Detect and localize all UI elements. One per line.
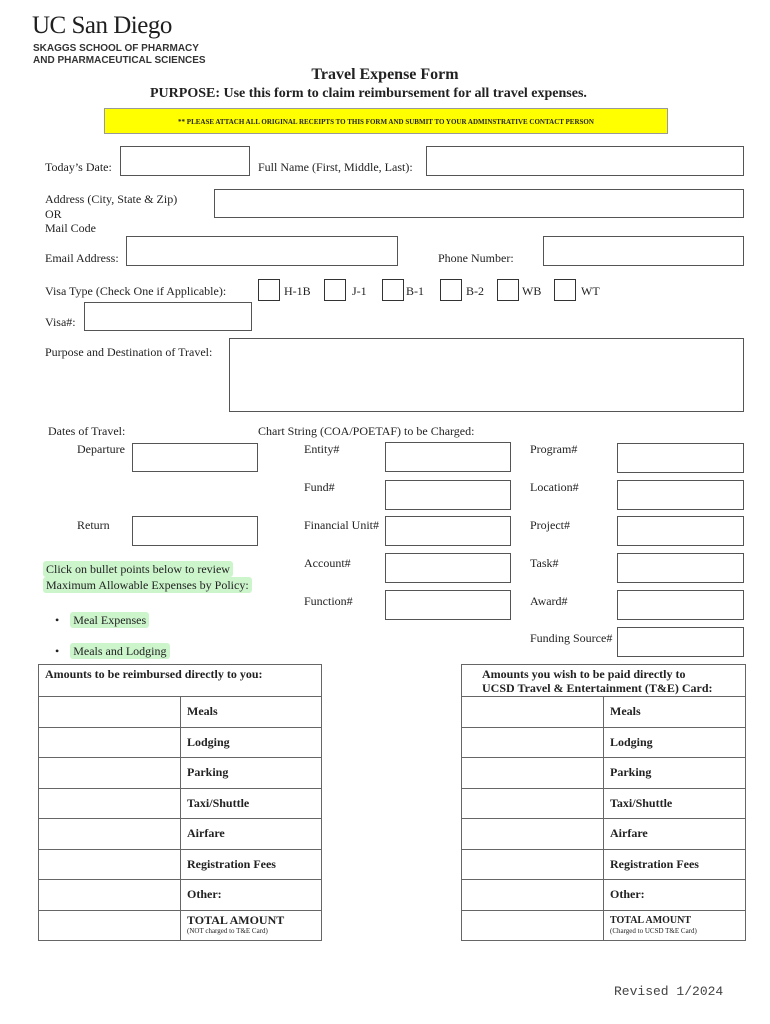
te-card-table-header xyxy=(462,665,746,697)
project-label: Project# xyxy=(530,518,570,532)
location-input[interactable] xyxy=(617,480,744,510)
program-label: Program# xyxy=(530,442,578,456)
policy-instructions-text2: Maximum Allowable Expenses by Policy: xyxy=(43,577,252,593)
table-row xyxy=(39,697,322,728)
phone-label: Phone Number: xyxy=(438,251,514,265)
te-header-line1: Amounts you wish to be paid directly to xyxy=(482,667,686,681)
financial-unit-input[interactable] xyxy=(385,516,511,546)
receipts-notice: ** PLEASE ATTACH ALL ORIGINAL RECEIPTS TO THIS FORM AND SUBMIT TO YOUR ADMINSTRATIVE CONTACT PERSON xyxy=(104,108,668,134)
location-label: Location# xyxy=(530,480,579,494)
entity-input[interactable] xyxy=(385,442,511,472)
award-input[interactable] xyxy=(617,590,744,620)
address-label-line2: OR xyxy=(45,207,62,221)
row-label: Taxi/Shuttle xyxy=(181,788,322,819)
table-row xyxy=(39,880,322,911)
visa-b2-label: B-2 xyxy=(466,284,484,298)
visa-wb-checkbox[interactable] xyxy=(497,279,519,301)
total-row xyxy=(39,910,322,941)
row-label: Lodging xyxy=(604,727,746,758)
table-row xyxy=(462,788,746,819)
amount-cell[interactable] xyxy=(39,788,181,819)
account-label: Account# xyxy=(304,556,351,570)
fund-input[interactable] xyxy=(385,480,511,510)
visa-wt-label: WT xyxy=(581,284,600,298)
amount-cell[interactable] xyxy=(462,727,604,758)
chart-string-label: Chart String (COA/POETAF) to be Charged: xyxy=(258,424,475,438)
visa-wt-checkbox[interactable] xyxy=(554,279,576,301)
departure-input[interactable] xyxy=(132,443,258,472)
total-amount-cell[interactable] xyxy=(462,910,604,941)
amount-cell[interactable] xyxy=(39,727,181,758)
total-amount-cell[interactable] xyxy=(39,910,181,941)
school-name xyxy=(33,43,206,67)
row-label: Other: xyxy=(181,880,322,911)
visa-h1b-label: H-1B xyxy=(284,284,311,298)
visa-number-label: Visa#: xyxy=(45,315,76,329)
amount-cell[interactable] xyxy=(462,819,604,850)
page-title: Travel Expense Form xyxy=(311,66,459,83)
policy-instructions-text1: Click on bullet points below to review xyxy=(43,561,233,577)
table-row xyxy=(39,788,322,819)
total-note: (Charged to UCSD T&E Card) xyxy=(610,927,697,936)
reimburse-table xyxy=(38,664,322,941)
table-row xyxy=(462,697,746,728)
amount-cell[interactable] xyxy=(39,819,181,850)
row-label: Taxi/Shuttle xyxy=(604,788,746,819)
table-row xyxy=(39,849,322,880)
function-input[interactable] xyxy=(385,590,511,620)
visa-j1-checkbox[interactable] xyxy=(324,279,346,301)
bullet-icon: • xyxy=(55,644,60,658)
visa-number-input[interactable] xyxy=(84,302,252,331)
purpose-text: PURPOSE: Use this form to claim reimbursement for all travel expenses. xyxy=(150,86,587,101)
row-label: Lodging xyxy=(181,727,322,758)
table-row xyxy=(462,758,746,789)
purpose-destination-input[interactable] xyxy=(229,338,744,412)
row-label: Registration Fees xyxy=(181,849,322,880)
total-label: TOTAL AMOUNT xyxy=(610,915,692,927)
total-label-cell xyxy=(181,910,322,941)
table-row xyxy=(462,727,746,758)
phone-input[interactable] xyxy=(543,236,744,266)
table-row xyxy=(39,727,322,758)
amount-cell[interactable] xyxy=(462,849,604,880)
dates-of-travel-label: Dates of Travel: xyxy=(48,424,126,438)
full-name-label: Full Name (First, Middle, Last): xyxy=(258,160,413,174)
amount-cell[interactable] xyxy=(39,758,181,789)
project-input[interactable] xyxy=(617,516,744,546)
email-input[interactable] xyxy=(126,236,398,266)
function-label: Function# xyxy=(304,594,353,608)
row-label: Meals xyxy=(181,697,322,728)
row-label: Airfare xyxy=(181,819,322,850)
table-row xyxy=(462,849,746,880)
ucsd-logo xyxy=(32,12,172,40)
visa-wb-label: WB xyxy=(522,284,542,298)
amount-cell[interactable] xyxy=(462,758,604,789)
revised-date: Revised 1/2024 xyxy=(614,984,724,999)
return-label: Return xyxy=(77,518,110,532)
fund-label: Fund# xyxy=(304,480,335,494)
visa-b1-checkbox[interactable] xyxy=(382,279,404,301)
visa-j1-label: J-1 xyxy=(352,284,367,298)
reimburse-table-header: Amounts to be reimbursed directly to you: xyxy=(39,665,322,697)
address-label-line3: Mail Code xyxy=(45,221,96,235)
row-label: Other: xyxy=(604,880,746,911)
address-label-line1: Address (City, State & Zip) xyxy=(45,192,178,206)
bullet-icon: • xyxy=(55,613,60,627)
table-row xyxy=(39,758,322,789)
account-input[interactable] xyxy=(385,553,511,583)
row-label: Meals xyxy=(604,697,746,728)
table-row xyxy=(462,819,746,850)
address-input[interactable] xyxy=(214,189,744,218)
amount-cell[interactable] xyxy=(462,880,604,911)
funding-source-input[interactable] xyxy=(617,627,744,657)
te-card-table xyxy=(461,664,746,941)
table-row xyxy=(39,819,322,850)
total-label-cell xyxy=(604,910,746,941)
logo-text: UC San Diego xyxy=(32,12,172,39)
award-label: Award# xyxy=(530,594,568,608)
total-label: TOTAL AMOUNT xyxy=(187,913,285,928)
entity-label: Entity# xyxy=(304,442,340,456)
meal-expenses-item[interactable] xyxy=(55,613,149,628)
amount-cell[interactable] xyxy=(462,788,604,819)
purpose-destination-label: Purpose and Destination of Travel: xyxy=(45,345,213,359)
amount-cell[interactable] xyxy=(39,880,181,911)
row-label: Parking xyxy=(181,758,322,789)
funding-source-label: Funding Source# xyxy=(530,631,613,645)
total-row xyxy=(462,910,746,941)
todays-date-input[interactable] xyxy=(120,146,250,176)
visa-h1b-checkbox[interactable] xyxy=(258,279,280,301)
program-input[interactable] xyxy=(617,443,744,473)
amount-cell[interactable] xyxy=(462,697,604,728)
visa-b2-checkbox[interactable] xyxy=(440,279,462,301)
school-name-line2: AND PHARMACEUTICAL SCIENCES xyxy=(33,55,206,66)
total-note: (NOT charged to T&E Card) xyxy=(187,927,268,936)
policy-instructions-line2 xyxy=(43,578,252,593)
row-label: Parking xyxy=(604,758,746,789)
visa-b1-label: B-1 xyxy=(406,284,424,298)
visa-type-label: Visa Type (Check One if Applicable): xyxy=(45,284,227,298)
amount-cell[interactable] xyxy=(39,697,181,728)
amount-cell[interactable] xyxy=(39,849,181,880)
task-label: Task# xyxy=(530,556,559,570)
table-row xyxy=(462,880,746,911)
task-input[interactable] xyxy=(617,553,744,583)
meals-lodging-link[interactable]: Meals and Lodging xyxy=(70,643,169,659)
todays-date-label: Today’s Date: xyxy=(45,160,112,174)
meal-expenses-link[interactable]: Meal Expenses xyxy=(70,612,149,628)
school-name-line1: SKAGGS SCHOOL OF PHARMACY xyxy=(33,43,199,54)
email-label: Email Address: xyxy=(45,251,119,265)
full-name-input[interactable] xyxy=(426,146,744,176)
row-label: Airfare xyxy=(604,819,746,850)
financial-unit-label: Financial Unit# xyxy=(304,518,379,532)
policy-instructions-line1 xyxy=(43,562,233,577)
return-input[interactable] xyxy=(132,516,258,546)
te-header-line2: UCSD Travel & Entertainment (T&E) Card: xyxy=(482,681,713,695)
row-label: Registration Fees xyxy=(604,849,746,880)
departure-label: Departure xyxy=(77,442,125,456)
meals-lodging-item[interactable] xyxy=(55,644,170,659)
